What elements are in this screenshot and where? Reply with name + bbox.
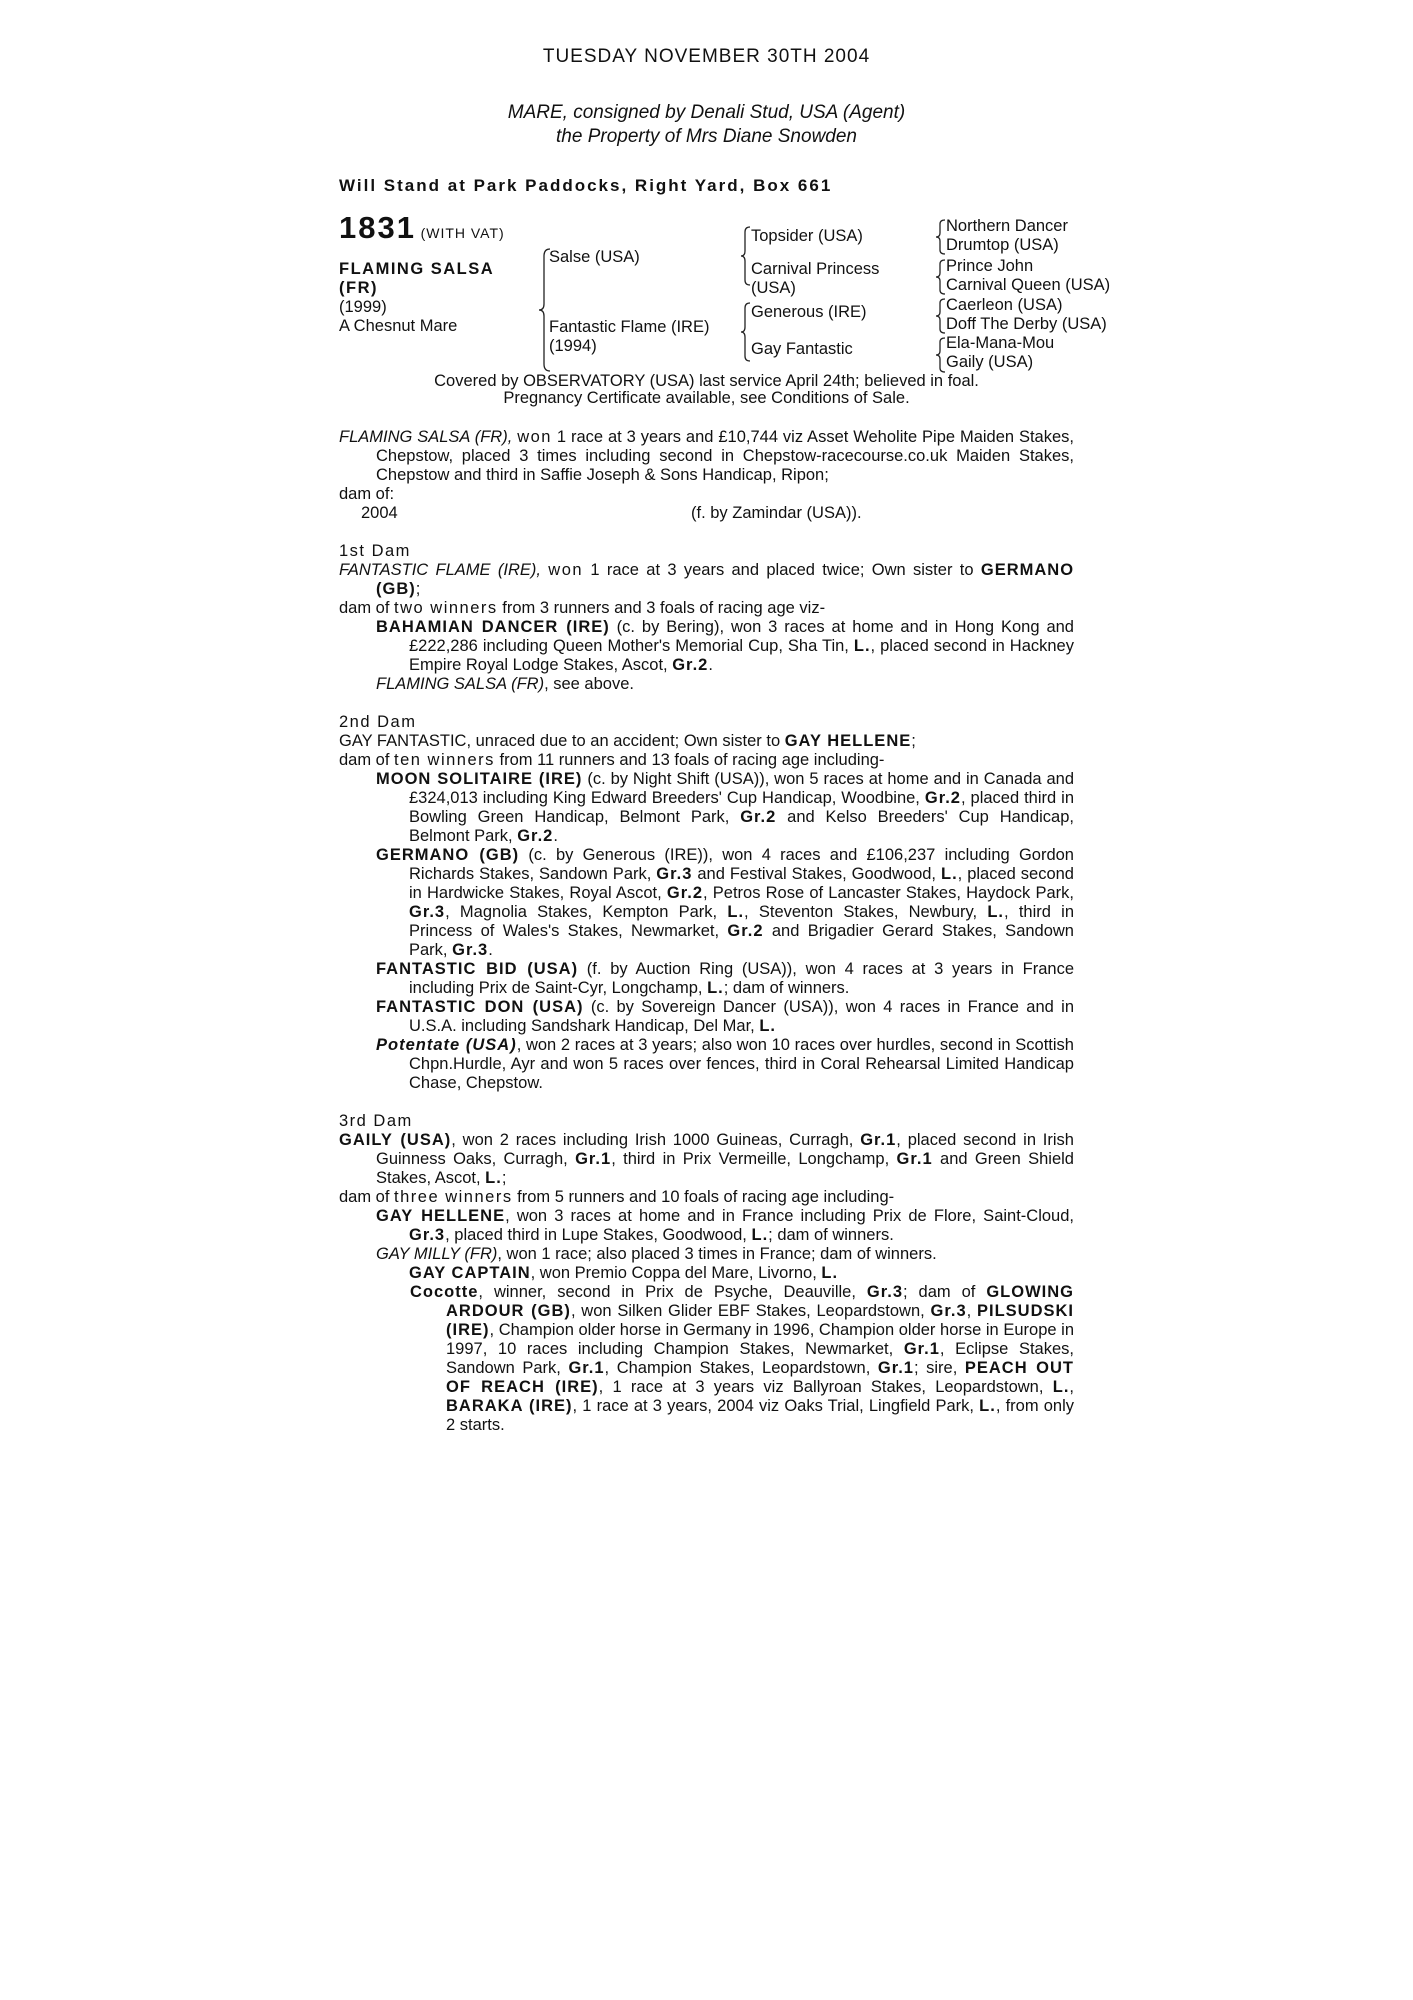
punctuation: , xyxy=(1069,1378,1074,1396)
runners-text: from 11 runners and 13 foals of racing age including- xyxy=(494,751,885,769)
third-dam-text: and Green Shield Stakes, Ascot, xyxy=(376,1150,1074,1187)
produce-entry xyxy=(339,1036,1074,1093)
horse-year: (1999) xyxy=(339,298,387,316)
third-dam-heading: 3rd Dam xyxy=(339,1112,413,1130)
produce-text: , Magnolia Stakes, Kempton Park, xyxy=(445,903,728,921)
pedigree-sss: Northern Dancer xyxy=(946,217,1068,235)
race-grade: L. xyxy=(759,1017,777,1035)
produce-entry xyxy=(339,675,1074,694)
pedigree-sire-dam: Carnival Princess xyxy=(751,260,880,278)
produce-text: , from only 2 starts. xyxy=(446,1397,1074,1434)
race-grade: Gr.1 xyxy=(575,1150,612,1168)
second-dam-heading: 2nd Dam xyxy=(339,713,417,731)
lot-number: 1831 xyxy=(339,210,416,245)
race-grade: L. xyxy=(821,1264,839,1282)
property-line: the Property of Mrs Diane Snowden xyxy=(556,126,857,147)
first-dam-produce-summary xyxy=(339,599,1074,618)
produce-entry xyxy=(339,770,1074,846)
lot-performance xyxy=(339,428,1074,485)
lot-number-line xyxy=(339,210,505,245)
winners-count: two winners xyxy=(394,599,498,617)
third-dam-produce-summary xyxy=(339,1188,1074,1207)
consignor-line: MARE, consigned by Denali Stud, USA (Agent) xyxy=(507,102,906,123)
produce-text: , Eclipse Stakes, Sandown Park, xyxy=(446,1340,1074,1377)
produce-entry xyxy=(339,1264,1074,1283)
race-grade: Gr.2 xyxy=(666,884,704,902)
first-dam-name: FANTASTIC FLAME (IRE), xyxy=(339,561,541,579)
first-dam-heading: 1st Dam xyxy=(339,542,411,560)
produce-name: GLOWING ARDOUR (GB) xyxy=(446,1283,1074,1320)
produce-text: ; dam of winners. xyxy=(723,979,850,997)
winners-count: three winners xyxy=(394,1188,513,1206)
produce-text: (f. by Zamindar (USA)). xyxy=(691,504,862,522)
produce-text: , placed second in Hardwicke Stakes, Royal Ascot, xyxy=(409,865,1074,902)
produce-name: FLAMING SALSA (FR) xyxy=(376,675,545,693)
pedigree-sire: Salse (USA) xyxy=(549,248,640,266)
race-grade: L. xyxy=(987,903,1005,921)
produce-entry xyxy=(339,1207,1074,1245)
produce-text: and Festival Stakes, Goodwood, xyxy=(692,865,941,883)
race-grade: L. xyxy=(853,637,871,655)
consignment-info xyxy=(339,101,1074,149)
produce-text: (c. by Night Shift (USA)), won 5 races at home and in Canada and £324,013 including King Edward Breeders' Cup Handicap, Woodbine, xyxy=(409,770,1074,807)
produce-text: , won 3 races at home and in France including Prix de Flore, Saint-Cloud, xyxy=(505,1207,1074,1225)
third-dam-record xyxy=(339,1131,1074,1188)
second-dam-text: GAY FANTASTIC, unraced due to an accident; Own sister to xyxy=(339,732,785,750)
dam-of-text: dam of xyxy=(339,751,395,769)
produce-year: 2004 xyxy=(361,504,398,522)
first-dam-text: 1 race at 3 years and placed twice; Own sister to xyxy=(583,561,974,579)
dam-of-text: dam of xyxy=(339,1188,395,1206)
produce-name: PEACH OUT OF REACH (IRE) xyxy=(446,1359,1075,1396)
produce-name: BARAKA (IRE) xyxy=(446,1397,573,1415)
covered-line: Covered by OBSERVATORY (USA) last service April 24th; believed in foal. xyxy=(434,372,979,390)
dam-of-label: dam of: xyxy=(339,485,395,503)
pedigree-dsd: Doff The Derby (USA) xyxy=(946,315,1107,333)
produce-text: , placed third in Bowling Green Handicap, Belmont Park, xyxy=(409,789,1074,826)
horse-country: (FR) xyxy=(339,279,378,297)
race-grade: Gr.2 xyxy=(727,922,764,940)
pedigree-ssd: Drumtop (USA) xyxy=(946,236,1059,254)
produce-text: ; dam of winners. xyxy=(768,1226,894,1244)
pedigree-sire-sire: Topsider (USA) xyxy=(751,227,863,245)
pedigree-block xyxy=(339,210,1149,373)
produce-text: , won 1 race; also placed 3 times in France; dam of winners. xyxy=(497,1245,937,1263)
produce-row xyxy=(339,504,1074,523)
pedigree-ddd: Gaily (USA) xyxy=(946,353,1034,371)
produce-entry xyxy=(339,618,1074,675)
produce-name: GAY MILLY (FR) xyxy=(376,1245,498,1263)
horse-name: FLAMING SALSA xyxy=(339,260,495,278)
race-grade: Gr.1 xyxy=(896,1150,933,1168)
produce-text: , 1 race at 3 years, 2004 viz Oaks Trial, Lingfield Park, xyxy=(572,1397,980,1415)
race-grade: Gr.2 xyxy=(517,827,554,845)
pedigree-sdd: Carnival Queen (USA) xyxy=(946,276,1111,294)
pregnancy-line: Pregnancy Certificate available, see Conditions of Sale. xyxy=(503,389,910,407)
race-grade: Gr.1 xyxy=(877,1359,914,1377)
race-grade: Gr.1 xyxy=(860,1131,897,1149)
race-grade: Gr.3 xyxy=(866,1283,904,1301)
produce-text: , Petros Rose of Lancaster Stakes, Haydock Park, xyxy=(703,884,1074,902)
punctuation: . xyxy=(708,656,713,674)
second-dam-record xyxy=(339,732,1074,751)
vat-note: (WITH VAT) xyxy=(420,225,505,241)
produce-text: , Champion Stakes, Leopardstown, xyxy=(604,1359,878,1377)
produce-name: MOON SOLITAIRE (IRE) xyxy=(376,770,583,788)
produce-name: PILSUDSKI (IRE) xyxy=(446,1302,1074,1339)
produce-text: (f. by Auction Ring (USA)), won 4 races at 3 years in France including Prix de Saint-Cyr, Longchamp, xyxy=(409,960,1074,997)
race-grade: Gr.3 xyxy=(930,1302,967,1320)
won-word: won xyxy=(517,428,552,446)
produce-text: ; sire, xyxy=(913,1359,965,1377)
produce-name: FANTASTIC BID (USA) xyxy=(376,960,579,978)
produce-name: Potentate (USA) xyxy=(376,1036,517,1054)
produce-entry xyxy=(339,846,1074,960)
race-grade: Gr.2 xyxy=(740,808,777,826)
race-grade: Gr.1 xyxy=(568,1359,605,1377)
race-grade: Gr.1 xyxy=(903,1340,940,1358)
pedigree-dam: Fantastic Flame (IRE) xyxy=(549,318,710,336)
produce-text: , see above. xyxy=(544,675,634,693)
punctuation: ; xyxy=(501,1169,507,1187)
sale-date: TUESDAY NOVEMBER 30TH 2004 xyxy=(542,46,871,67)
produce-name: GAY CAPTAIN xyxy=(409,1264,531,1282)
horse-description: A Chesnut Mare xyxy=(339,317,458,335)
sibling-name: GAY HELLENE xyxy=(784,732,912,750)
pedigree-dss: Caerleon (USA) xyxy=(946,296,1063,314)
first-dam-record xyxy=(339,561,1074,599)
produce-text: , placed third in Lupe Stakes, Goodwood, xyxy=(445,1226,752,1244)
pedigree-dam-year: (1994) xyxy=(549,337,597,355)
produce-text: , placed second in Hackney Empire Royal Lodge Stakes, Ascot, xyxy=(409,637,1074,674)
produce-name: Cocotte xyxy=(410,1283,479,1301)
pedigree-dam-sire: Generous (IRE) xyxy=(751,303,867,321)
punctuation: . xyxy=(553,827,558,845)
stabling-location: Will Stand at Park Paddocks, Right Yard, Box 661 xyxy=(339,176,833,195)
race-grade: Gr.3 xyxy=(409,1226,446,1244)
performance-text: 1 race at 3 years and £10,744 viz Asset Weholite Pipe Maiden Stakes, Chepstow, placed 3 times including second in Chepstow-racecourse.co.uk Maiden Stakes, Chepstow and third in Saffie Joseph & Sons Handicap, Ripon; xyxy=(376,428,1074,484)
produce-text: ; dam of xyxy=(903,1283,987,1301)
race-grade: L. xyxy=(1052,1378,1070,1396)
produce-text: , won 2 races at 3 years; also won 10 races over hurdles, second in Scottish Chpn.Hurdle, Ayr and won 5 races over fences, third in Coral Rehearsal Limited Handicap Chase, Chepstow. xyxy=(409,1036,1074,1092)
covering-info xyxy=(339,373,1074,407)
pedigree-sds: Prince John xyxy=(946,257,1034,275)
runners-text: from 5 runners and 10 foals of racing age including- xyxy=(512,1188,895,1206)
produce-text: , 1 race at 3 years viz Ballyroan Stakes, Leopardstown, xyxy=(598,1378,1053,1396)
third-dam-text: , third in Prix Vermeille, Longchamp, xyxy=(611,1150,897,1168)
produce-name: BAHAMIAN DANCER (IRE) xyxy=(376,618,610,636)
produce-text: and Kelso Breeders' Cup Handicap, Belmont Park, xyxy=(409,808,1074,845)
race-grade: Gr.2 xyxy=(924,789,961,807)
race-grade: Gr.2 xyxy=(672,656,709,674)
produce-text: and Brigadier Gerard Stakes, Sandown Park, xyxy=(409,922,1074,959)
horse-name-italic: FLAMING SALSA (FR), xyxy=(339,428,513,446)
race-grade: Gr.3 xyxy=(452,941,489,959)
produce-text: , winner, second in Prix de Psyche, Deauville, xyxy=(478,1283,867,1301)
race-grade: L. xyxy=(979,1397,996,1415)
produce-entry xyxy=(339,1245,1074,1264)
produce-text: , won Premio Coppa del Mare, Livorno, xyxy=(530,1264,822,1282)
catalogue-body xyxy=(339,428,1074,1435)
sibling-name: GERMANO (GB) xyxy=(376,561,1075,598)
race-grade: Gr.3 xyxy=(656,865,693,883)
produce-entry xyxy=(339,960,1074,998)
produce-text: , won Silken Glider EBF Stakes, Leopardstown, xyxy=(570,1302,931,1320)
pedigree-sire-dam-country: (USA) xyxy=(751,279,796,297)
produce-text: , Steventon Stakes, Newbury, xyxy=(744,903,988,921)
horse-details xyxy=(339,260,494,336)
race-grade: Gr.3 xyxy=(409,903,446,921)
race-grade: L. xyxy=(751,1226,769,1244)
produce-text: , third in Princess of Wales's Stakes, Newmarket, xyxy=(409,903,1074,940)
produce-name: GERMANO (GB) xyxy=(376,846,520,864)
third-dam-name: GAILY (USA) xyxy=(339,1131,452,1149)
produce-text: , Champion older horse in Germany in 1996, Champion older horse in Europe in 1997, 10 races including Champion Stakes, Newmarket, xyxy=(446,1321,1074,1358)
runners-text: from 3 runners and 3 foals of racing age viz- xyxy=(497,599,826,617)
race-grade: L. xyxy=(707,979,724,997)
third-dam-text: , won 2 races including Irish 1000 Guineas, Curragh, xyxy=(451,1131,861,1149)
pedigree-dds: Ela-Mana-Mou xyxy=(946,334,1055,352)
produce-entry xyxy=(339,998,1074,1036)
punctuation: , xyxy=(966,1302,977,1320)
pedigree-dam-dam: Gay Fantastic xyxy=(751,340,853,358)
produce-text: (c. by Generous (IRE)), won 4 races and £106,237 including Gordon Richards Stakes, Sandown Park, xyxy=(409,846,1074,883)
produce-text: (c. by Sovereign Dancer (USA)), won 4 races in France and in U.S.A. including Sandshark Handicap, Del Mar, xyxy=(409,998,1075,1035)
punctuation: ; xyxy=(415,580,421,598)
third-dam-text: , placed second in Irish Guinness Oaks, Curragh, xyxy=(376,1131,1074,1168)
dam-of-text: dam of xyxy=(339,599,395,617)
produce-name: FANTASTIC DON (USA) xyxy=(376,998,584,1016)
second-dam-produce-summary xyxy=(339,751,1074,770)
punctuation: . xyxy=(488,941,493,959)
produce-name: GAY HELLENE xyxy=(376,1207,506,1225)
race-grade: L. xyxy=(940,865,958,883)
produce-entry xyxy=(339,1283,1074,1435)
race-grade: L. xyxy=(727,903,745,921)
won-word: won xyxy=(548,561,584,579)
produce-text: (c. by Bering), won 3 races at home and in Hong Kong and £222,286 including Queen Mother's Memorial Cup, Sha Tin, xyxy=(409,618,1074,655)
race-grade: L. xyxy=(485,1169,502,1187)
punctuation: ; xyxy=(911,732,916,750)
winners-count: ten winners xyxy=(394,751,495,769)
